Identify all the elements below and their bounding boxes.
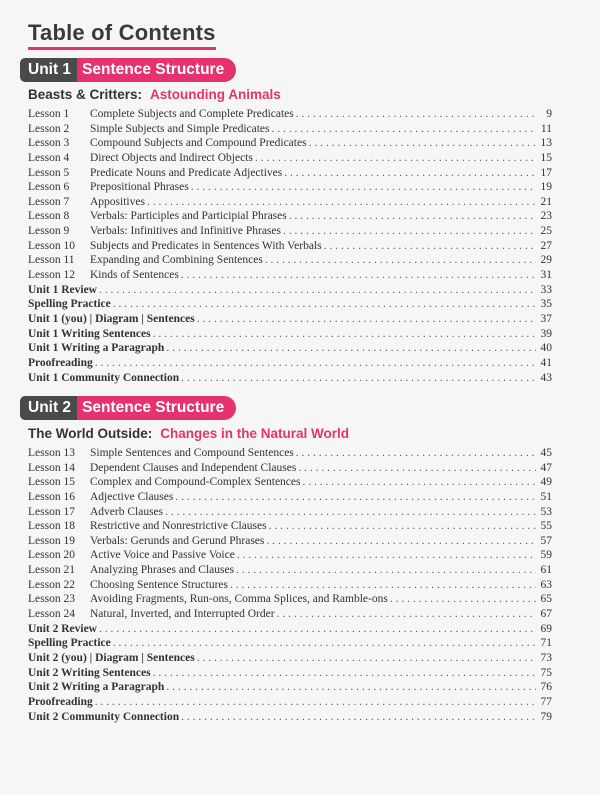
toc-row [28,534,552,549]
unit-1-banner [20,58,236,82]
entry-title: Unit 1 Review [28,283,97,296]
dot-leader [181,268,536,283]
unit-1-toc-list [28,107,552,385]
toc-row [28,283,552,298]
toc-row [28,371,552,386]
page-number: 45 [540,447,552,459]
toc-row [28,224,552,239]
page-number: 53 [540,505,552,518]
page-number: 31 [540,269,552,282]
entry-title: Simple Sentences and Compound Sentences [90,447,294,459]
page-number: 27 [540,239,552,252]
unit-1-name: Sentence Structure [77,58,236,82]
dot-leader [309,136,536,151]
dot-leader [153,327,536,342]
entry-title: Restrictive and Nonrestrictive Clauses [90,520,267,533]
page-number: 29 [540,254,552,267]
toc-row [28,607,552,622]
toc-row [28,490,552,505]
toc-row [28,195,552,210]
lesson-label: Lesson 5 [28,166,70,179]
dot-leader [191,180,536,195]
toc-row [28,563,552,578]
entry-title: Adverb Clauses [90,505,164,518]
lesson-label: Lesson 23 [28,593,75,606]
entry-title: Kinds of Sentences [90,269,179,282]
page-number: 77 [540,695,552,708]
lesson-label: Lesson 3 [28,137,70,150]
lesson-label: Lesson 12 [28,269,75,282]
dot-leader [237,548,536,563]
dot-leader [289,209,536,224]
entry-title: Proofreading [28,695,93,708]
dot-leader [283,224,536,239]
entry-title: Unit 2 (you) | Diagram | Sentences [28,651,195,664]
dot-leader [197,651,536,666]
page-number: 63 [540,578,552,591]
page-number: 49 [540,476,552,489]
page-number: 67 [540,608,552,621]
page-number: 76 [540,681,552,694]
toc-row [28,505,552,520]
page-number: 75 [540,666,552,679]
toc-row [28,151,552,166]
toc-row [28,461,552,476]
dot-leader [230,578,536,593]
entry-title: Unit 1 Writing Sentences [28,327,151,340]
dot-leader [113,636,536,651]
lesson-label: Lesson 15 [28,476,75,489]
entry-title: Dependent Clauses and Independent Clauses [90,461,297,474]
entry-title: Expanding and Combining Sentences [90,254,263,267]
unit-1-section-title: Beasts & Critters: [28,87,143,102]
toc-row [28,636,552,651]
unit-1-section-subtitle: Astounding Animals [150,87,281,102]
page-number: 71 [540,637,552,650]
dot-leader [165,505,536,520]
page-title: Table of Contents [28,20,216,50]
toc-row [28,710,552,725]
toc-row [28,578,552,593]
lesson-label: Lesson 24 [28,608,75,621]
page-number: 17 [540,166,552,179]
toc-row [28,622,552,637]
entry-title: Choosing Sentence Structures [90,578,228,591]
entry-title: Unit 1 Writing a Paragraph [28,342,165,355]
page-number: 55 [540,520,552,533]
entry-title: Proofreading [28,356,93,369]
entry-title: Unit 2 Review [28,622,97,635]
toc-row [28,519,552,534]
entry-title: Verbals: Infinitives and Infinitive Phrases [90,225,281,238]
toc-row [28,253,552,268]
toc-row [28,239,552,254]
toc-row [28,312,552,327]
page-number: 40 [540,342,552,355]
dot-leader [298,461,536,476]
dot-leader [255,151,536,166]
dot-leader [269,519,536,534]
lesson-label: Lesson 20 [28,549,75,562]
page-number: 25 [540,225,552,238]
toc-row [28,356,552,371]
entry-title: Spelling Practice [28,637,111,650]
lesson-label: Lesson 17 [28,505,75,518]
page-number: 15 [540,151,552,164]
dot-leader [266,534,536,549]
entry-title: Direct Objects and Indirect Objects [90,151,253,164]
page-number: 9 [546,108,552,120]
dot-leader [113,297,536,312]
lesson-label: Lesson 7 [28,195,70,208]
dot-leader [153,666,536,681]
lesson-label: Lesson 10 [28,239,75,252]
entry-title: Prepositional Phrases [90,181,189,194]
entry-title: Subjects and Predicates in Sentences With Verbals [90,239,322,252]
lesson-label: Lesson 8 [28,210,70,223]
toc-row [28,548,552,563]
lesson-label: Lesson 22 [28,578,75,591]
page-number: 13 [540,137,552,150]
toc-row [28,695,552,710]
toc-row [28,180,552,195]
dot-leader [166,680,536,695]
page-number: 19 [540,181,552,194]
page-number: 33 [540,283,552,296]
unit-2-toc-list [28,446,552,724]
toc-row [28,592,552,607]
entry-title: Unit 2 Writing Sentences [28,666,151,679]
entry-title: Analyzing Phrases and Clauses [90,564,235,577]
entry-title: Verbals: Gerunds and Gerund Phrases [90,534,265,547]
dot-leader [296,107,536,122]
dot-leader [272,122,536,137]
entry-title: Verbals: Participles and Participial Phrases [90,210,287,223]
dot-leader [99,622,536,637]
lesson-label: Lesson 11 [28,254,75,267]
dot-leader [95,356,536,371]
unit-2-name: Sentence Structure [77,396,236,420]
dot-leader [390,592,536,607]
unit-2-section-subtitle: Changes in the Natural World [160,426,350,441]
page-number: 59 [540,549,552,562]
dot-leader [95,695,536,710]
unit-2-number: Unit 2 [20,396,77,420]
toc-row [28,327,552,342]
unit-2-section-title: The World Outside: [28,426,153,441]
dot-leader [197,312,536,327]
dot-leader [166,341,536,356]
unit-1-section-heading [28,87,281,102]
lesson-label: Lesson 13 [28,447,75,459]
unit-2-section-heading [28,426,349,441]
entry-title: Complete Subjects and Complete Predicates [90,108,294,120]
toc-row [28,107,552,122]
entry-title: Unit 1 Community Connection [28,371,180,384]
entry-title: Unit 2 Writing a Paragraph [28,681,165,694]
toc-row [28,651,552,666]
entry-title: Natural, Inverted, and Interrupted Order [90,608,275,621]
toc-row [28,122,552,137]
page-number: 43 [540,371,552,384]
page-number: 57 [540,534,552,547]
page-number: 39 [540,327,552,340]
entry-title: Adjective Clauses [90,490,174,503]
page-number: 61 [540,564,552,577]
page-number: 11 [540,122,552,135]
page-number: 73 [540,651,552,664]
page-number: 41 [540,356,552,369]
toc-row [28,446,552,461]
dot-leader [99,283,536,298]
dot-leader [181,710,536,725]
entry-title: Predicate Nouns and Predicate Adjectives [90,166,283,179]
lesson-label: Lesson 2 [28,122,70,135]
page-number: 47 [540,461,552,474]
page-number: 35 [540,298,552,311]
lesson-label: Lesson 4 [28,151,70,164]
toc-row [28,136,552,151]
page-number: 79 [540,710,552,723]
toc-row [28,666,552,681]
toc-row [28,268,552,283]
dot-leader [236,563,536,578]
dot-leader [147,195,536,210]
entry-title: Compound Subjects and Compound Predicates [90,137,307,150]
entry-title: Avoiding Fragments, Run-ons, Comma Splices, and Ramble-ons [90,593,388,606]
dot-leader [175,490,536,505]
entry-title: Active Voice and Passive Voice [90,549,235,562]
lesson-label: Lesson 6 [28,181,70,194]
unit-2-banner [20,396,236,420]
lesson-label: Lesson 14 [28,461,75,474]
toc-row [28,341,552,356]
unit-1-number: Unit 1 [20,58,77,82]
entry-title: Appositives [90,195,145,208]
lesson-label: Lesson 19 [28,534,75,547]
lesson-label: Lesson 16 [28,490,75,503]
dot-leader [277,607,536,622]
toc-row [28,166,552,181]
lesson-label: Lesson 21 [28,564,75,577]
entry-title: Complex and Compound-Complex Sentences [90,476,301,489]
page-number: 37 [540,312,552,325]
page-number: 69 [540,622,552,635]
page-number: 23 [540,210,552,223]
toc-row [28,680,552,695]
dot-leader [284,166,536,181]
dot-leader [265,253,536,268]
dot-leader [303,475,537,490]
page-number: 51 [540,490,552,503]
dot-leader [181,371,536,386]
entry-title: Spelling Practice [28,298,111,311]
page-number: 21 [540,195,552,208]
dot-leader [296,446,536,461]
lesson-label: Lesson 9 [28,225,70,238]
toc-row [28,297,552,312]
toc-row [28,475,552,490]
page-number: 65 [540,593,552,606]
toc-row [28,209,552,224]
entry-title: Unit 1 (you) | Diagram | Sentences [28,312,195,325]
dot-leader [324,239,536,254]
lesson-label: Lesson 18 [28,520,75,533]
entry-title: Simple Subjects and Simple Predicates [90,122,270,135]
entry-title: Unit 2 Community Connection [28,710,180,723]
lesson-label: Lesson 1 [28,108,70,120]
